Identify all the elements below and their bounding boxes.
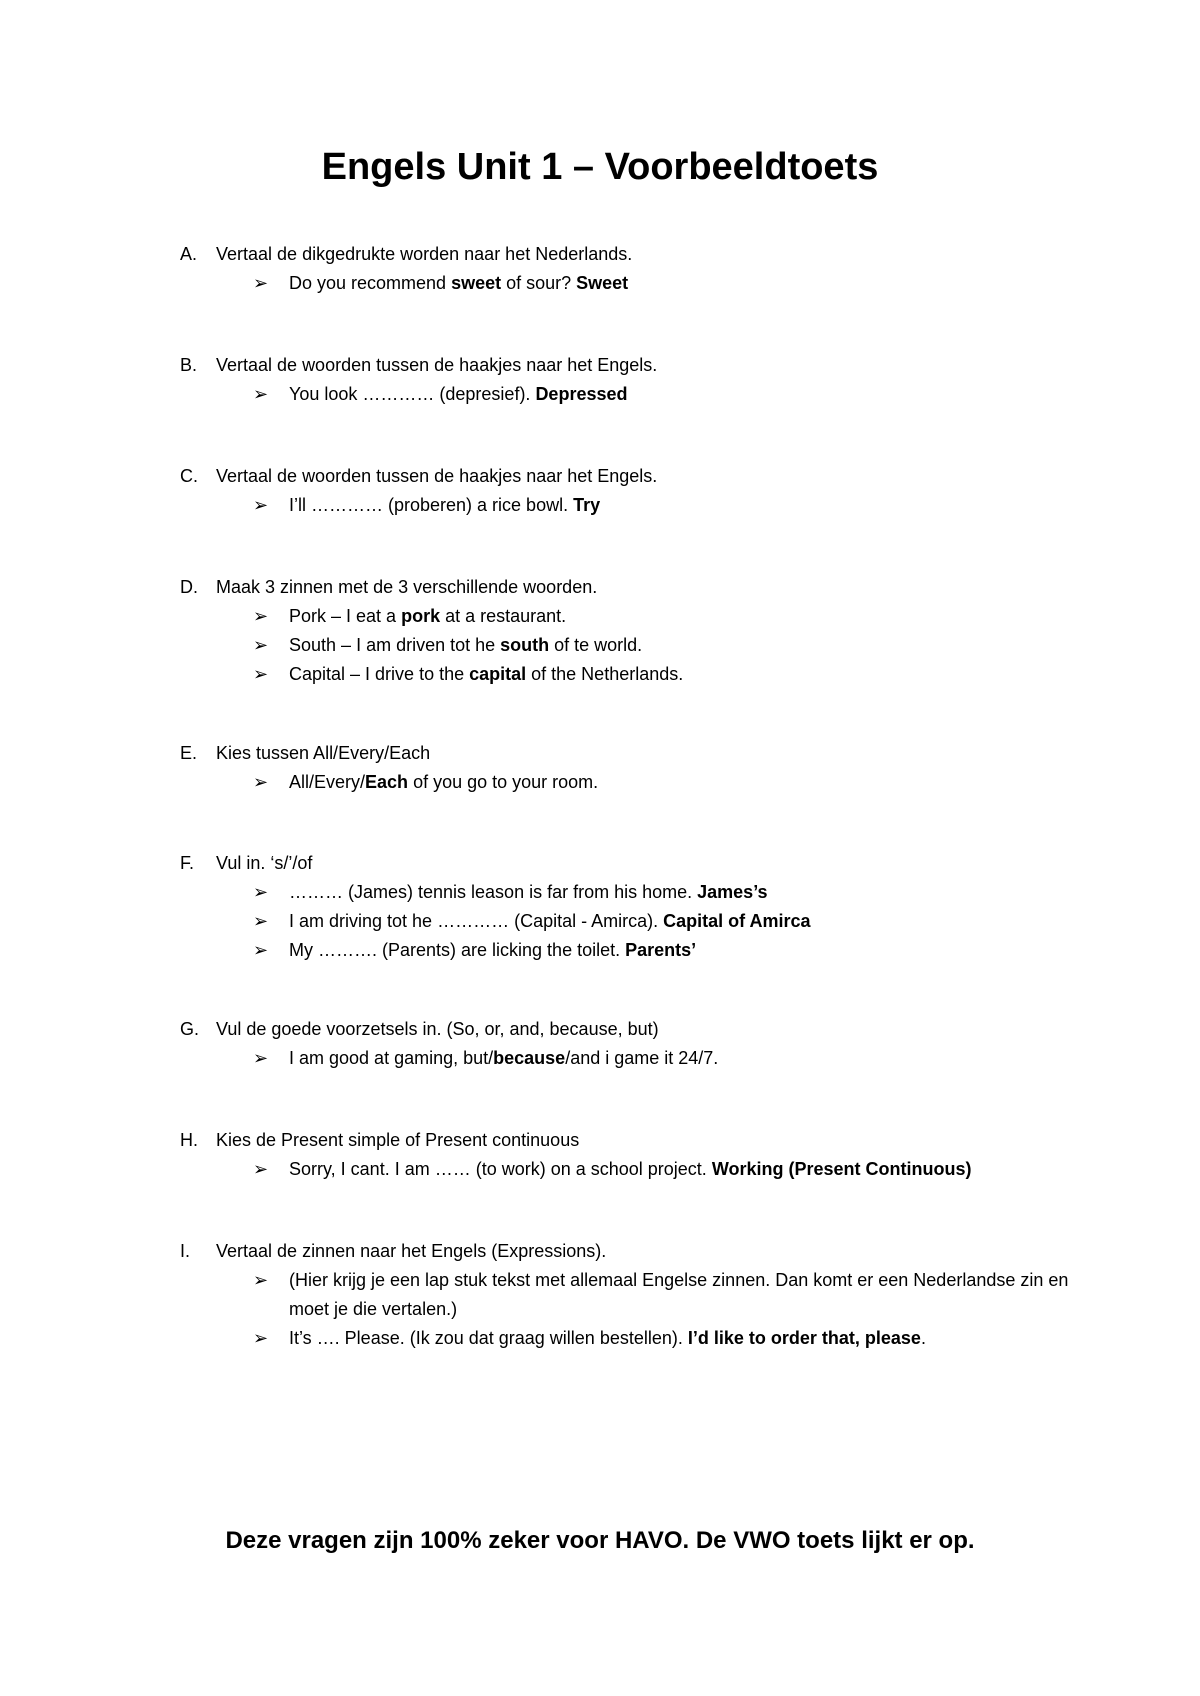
answer-bold-segment: Sweet xyxy=(576,273,629,293)
answer-list xyxy=(180,1044,1080,1073)
answer-list xyxy=(180,878,1080,965)
answer-bold-segment: because xyxy=(493,1048,566,1068)
answer-segment: I am good at gaming, but/ xyxy=(289,1048,494,1068)
question-section xyxy=(180,351,1080,409)
answer-text xyxy=(289,660,1080,689)
answer-item xyxy=(253,878,1080,907)
question-letter: E. xyxy=(180,743,198,763)
answer-list xyxy=(180,269,1080,298)
answer-text xyxy=(289,269,1080,298)
answer-bold-segment: Working (Present Continuous) xyxy=(711,1159,972,1179)
arrow-bullet-icon: ➢ xyxy=(253,1270,269,1290)
question-header xyxy=(180,1126,1080,1155)
answer-segment: I am driving tot he ………… (Capital - Amirca). xyxy=(289,911,664,931)
question-section xyxy=(180,1015,1080,1073)
answer-text xyxy=(289,491,1080,520)
question-section xyxy=(180,1237,1080,1353)
question-prompt: Vertaal de woorden tussen de haakjes naar het Engels. xyxy=(216,355,658,375)
answer-segment: of you go to your room. xyxy=(408,772,599,792)
answer-text xyxy=(289,1044,1080,1073)
question-prompt: Vertaal de zinnen naar het Engels (Expressions). xyxy=(216,1241,607,1261)
answer-text xyxy=(289,1266,1080,1324)
question-section xyxy=(180,462,1080,520)
question-prompt: Vul in. ‘s/’/of xyxy=(216,853,313,873)
answer-item xyxy=(253,380,1080,409)
answer-segment: /and i game it 24/7. xyxy=(565,1048,719,1068)
question-section xyxy=(180,849,1080,965)
answer-text xyxy=(289,878,1080,907)
question-letter: F. xyxy=(180,853,195,873)
arrow-bullet-icon: ➢ xyxy=(253,1328,269,1348)
answer-bold-segment: Parents’ xyxy=(625,940,697,960)
answer-segment: Do you recommend xyxy=(289,273,452,293)
footer-note: Deze vragen zijn 100% zeker voor HAVO. De VWO toets lijkt er op. xyxy=(225,1527,975,1554)
answer-bold-segment: I’d like to order that, please xyxy=(687,1328,921,1348)
answer-bold-segment: Try xyxy=(573,495,601,515)
question-prompt: Vertaal de woorden tussen de haakjes naar het Engels. xyxy=(216,466,658,486)
answer-segment: . xyxy=(920,1328,926,1348)
answer-segment: (Hier krijg je een lap stuk tekst met allemaal Engelse zinnen. Dan komt er een Nederlandse zin en moet je die vertalen.) xyxy=(289,1270,1069,1319)
question-letter: B. xyxy=(180,355,198,375)
answer-item xyxy=(253,1155,1080,1184)
answer-list xyxy=(180,1155,1080,1184)
answer-bold-segment: Each xyxy=(365,772,409,792)
answer-bold-segment: Capital of Amirca xyxy=(663,911,811,931)
answer-item xyxy=(253,269,1080,298)
answer-segment: My ………. (Parents) are licking the toilet. xyxy=(289,940,626,960)
answer-list xyxy=(180,602,1080,689)
answer-item xyxy=(253,1266,1080,1324)
question-header xyxy=(180,351,1080,380)
question-prompt: Kies de Present simple of Present continuous xyxy=(216,1130,580,1150)
arrow-bullet-icon: ➢ xyxy=(253,940,269,960)
answer-segment: of the Netherlands. xyxy=(526,664,684,684)
arrow-bullet-icon: ➢ xyxy=(253,1159,269,1179)
question-header xyxy=(180,240,1080,269)
answer-list xyxy=(180,768,1080,797)
question-header xyxy=(180,739,1080,768)
answer-item xyxy=(253,660,1080,689)
answer-list xyxy=(180,491,1080,520)
answer-segment: South – xyxy=(289,635,357,655)
answer-item xyxy=(253,602,1080,631)
answer-list xyxy=(180,1266,1080,1353)
answer-bold-segment: capital xyxy=(469,664,527,684)
answer-segment: I am driven tot he xyxy=(356,635,501,655)
answer-bold-segment: sweet xyxy=(451,273,502,293)
answer-segment: It’s …. Please. (Ik zou dat graag willen bestellen). xyxy=(289,1328,688,1348)
answer-item xyxy=(253,907,1080,936)
arrow-bullet-icon: ➢ xyxy=(253,384,269,404)
arrow-bullet-icon: ➢ xyxy=(253,911,269,931)
question-prompt: Kies tussen All/Every/Each xyxy=(216,743,431,763)
answer-segment: I eat a xyxy=(346,606,402,626)
arrow-bullet-icon: ➢ xyxy=(253,664,269,684)
answer-item xyxy=(253,936,1080,965)
arrow-bullet-icon: ➢ xyxy=(253,1048,269,1068)
answer-item xyxy=(253,631,1080,660)
answer-bold-segment: Depressed xyxy=(535,384,628,404)
question-letter: D. xyxy=(180,577,198,597)
arrow-bullet-icon: ➢ xyxy=(253,273,269,293)
answer-segment: ……… (James) tennis leason is far from his home. xyxy=(289,882,698,902)
answer-text xyxy=(289,936,1080,965)
arrow-bullet-icon: ➢ xyxy=(253,882,269,902)
answer-item xyxy=(253,491,1080,520)
question-prompt: Maak 3 zinnen met de 3 verschillende woorden. xyxy=(216,577,598,597)
question-section xyxy=(180,1126,1080,1184)
question-header xyxy=(180,573,1080,602)
question-header xyxy=(180,1015,1080,1044)
answer-segment: Sorry, I cant. I am …… (to work) on a school project. xyxy=(289,1159,712,1179)
answer-text xyxy=(289,768,1080,797)
question-letter: C. xyxy=(180,466,198,486)
answer-text xyxy=(289,631,1080,660)
question-section xyxy=(180,739,1080,797)
question-section xyxy=(180,573,1080,689)
answer-item xyxy=(253,1324,1080,1353)
arrow-bullet-icon: ➢ xyxy=(253,635,269,655)
page-title: Engels Unit 1 – Voorbeeldtoets xyxy=(321,146,879,188)
answer-segment: All/Every/ xyxy=(289,772,366,792)
answer-text xyxy=(289,380,1080,409)
question-section xyxy=(180,240,1080,298)
question-prompt: Vul de goede voorzetsels in. (So, or, and, because, but) xyxy=(216,1019,659,1039)
answer-bold-segment: James’s xyxy=(697,882,768,902)
arrow-bullet-icon: ➢ xyxy=(253,606,269,626)
answer-item xyxy=(253,1044,1080,1073)
arrow-bullet-icon: ➢ xyxy=(253,495,269,515)
question-header xyxy=(180,1237,1080,1266)
answer-segment: of sour? xyxy=(501,273,577,293)
answer-segment: Capital – xyxy=(289,664,366,684)
question-prompt: Vertaal de dikgedrukte worden naar het Nederlands. xyxy=(216,244,633,264)
question-header xyxy=(180,849,1080,878)
answer-segment: Pork – xyxy=(289,606,347,626)
answer-item xyxy=(253,768,1080,797)
answer-text xyxy=(289,907,1080,936)
answer-segment: I drive to the xyxy=(365,664,470,684)
answer-bold-segment: pork xyxy=(401,606,441,626)
answer-bold-segment: south xyxy=(500,635,550,655)
arrow-bullet-icon: ➢ xyxy=(253,772,269,792)
question-letter: H. xyxy=(180,1130,198,1150)
answer-segment: I’ll ………… (proberen) a rice bowl. xyxy=(289,495,574,515)
answer-text xyxy=(289,1155,1080,1184)
answer-text xyxy=(289,602,1080,631)
answer-segment: of te world. xyxy=(549,635,643,655)
question-letter: I. xyxy=(180,1241,191,1261)
question-letter: A. xyxy=(180,244,198,264)
answer-segment: at a restaurant. xyxy=(440,606,567,626)
answer-text xyxy=(289,1324,1080,1353)
question-header xyxy=(180,462,1080,491)
answer-segment: You look ………… (depresief). xyxy=(289,384,536,404)
question-letter: G. xyxy=(180,1019,200,1039)
answer-list xyxy=(180,380,1080,409)
